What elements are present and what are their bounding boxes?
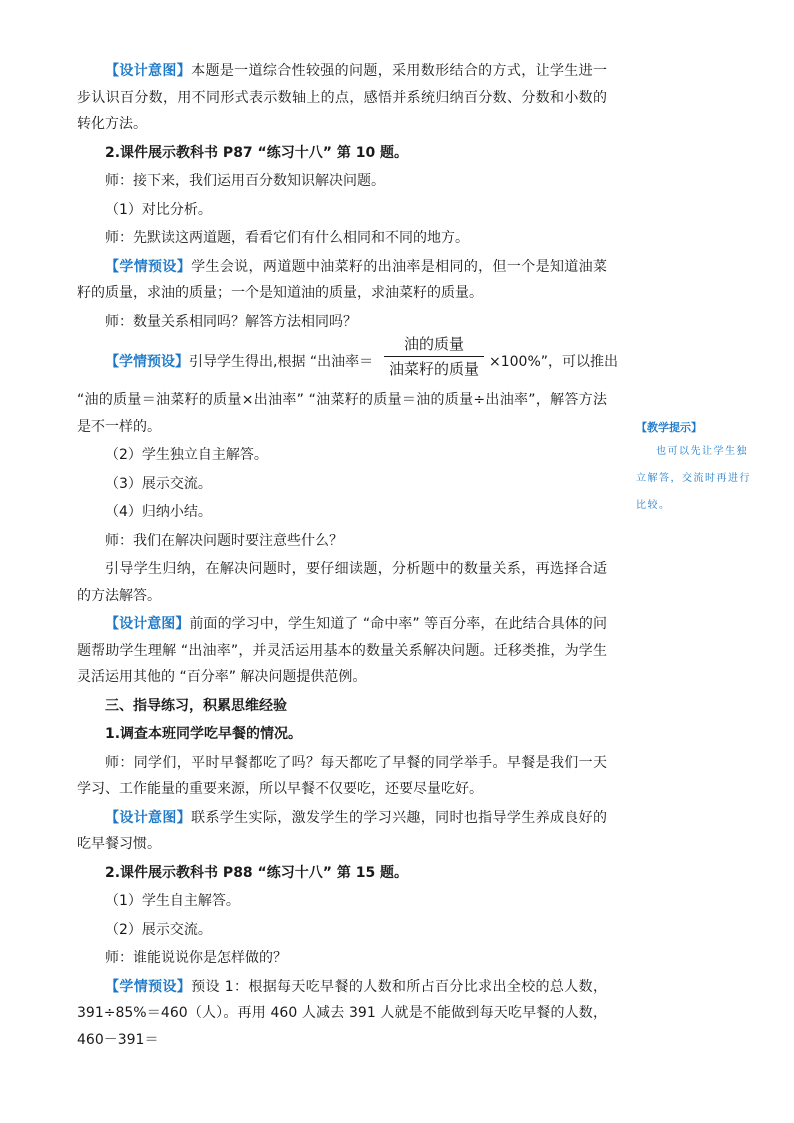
teaching-tip-sidebar xyxy=(636,418,756,519)
teacher-line: 师：先默读这两道题，看看它们有什么相同和不同的地方。 xyxy=(105,230,469,246)
teaching-tip-text: 也可以先让学生独立解答，交流时再进行比较。 xyxy=(636,446,751,511)
design-intent-paragraph xyxy=(77,611,607,691)
paragraph-text: 预设 1：根据每天吃早餐的人数和所占百分比求出全校的总人数，391÷85%＝460（人）。再用 460 人减去 391 人就是不能做到每天吃早餐的人数，460－391＝ xyxy=(77,978,608,1048)
fraction-denominator: 油菜籽的质量 xyxy=(388,360,479,378)
step-item: （2）展示交流。 xyxy=(105,921,212,938)
teacher-line: 师：接下来，我们运用百分数知识解决问题。 xyxy=(105,173,385,189)
preview-paragraph xyxy=(77,974,607,1054)
teacher-line: 师：谁能说说你是怎样做的？ xyxy=(105,950,287,966)
formula-text-left: 引导学生得出,根据 “出油率＝ xyxy=(189,354,374,370)
step-item: （1）对比分析。 xyxy=(105,201,212,218)
guidance-paragraph: 引导学生归纳，在解决问题时，要仔细读题，分析题中的数量关系，再选择合适的方法解答。 xyxy=(77,561,607,604)
formula-text-right: ×100%”，可以推出 xyxy=(489,354,619,370)
preview-tag: 【学情预设】 xyxy=(105,354,189,370)
teacher-line: 师：同学们，平时早餐都吃了吗？每天都吃了早餐的同学举手。早餐是我们一天学习、工作能量的重要来源，所以早餐不仅要吃，还要尽量吃好。 xyxy=(77,754,607,797)
exercise-heading: 2.课件展示教科书 P87 “练习十八” 第 10 题。 xyxy=(105,144,409,161)
paragraph-text: 联系学生实际，激发学生的学习兴趣，同时也指导学生养成良好的吃早餐习惯。 xyxy=(77,809,608,852)
exercise-heading: 1.调查本班同学吃早餐的情况。 xyxy=(105,726,303,742)
fraction-bar xyxy=(384,356,484,357)
fraction-numerator: 油的质量 xyxy=(403,335,464,353)
formula-left xyxy=(105,351,373,371)
paragraph-text: 前面的学习中，学生知道了 “命中率” 等百分率，在此结合具体的问题帮助学生理解 “出油率”，并灵活运用基本的数量关系解决问题。迁移类推，为学生灵活运用其他的 “百分率” 解决问题提供范例。 xyxy=(77,616,608,685)
design-intent-tag: 【设计意图】 xyxy=(105,616,190,632)
paragraph-text: 本题是一道综合性较强的问题，采用数形结合的方式，让学生进一步认识百分数，用不同形式表示数轴上的点，感悟并系统归纳百分数、分数和小数的转化方法。 xyxy=(77,63,608,132)
preview-tag: 【学情预设】 xyxy=(105,258,192,275)
design-intent-paragraph xyxy=(77,58,607,138)
paragraph-text: 学生会说，两道题中油菜籽的出油率是相同的，但一个是知道油菜籽的质量，求油的质量；一个是知道油的质量，求油菜籽的质量。 xyxy=(77,258,608,301)
step-item: （3）展示交流。 xyxy=(105,475,212,492)
design-intent-tag: 【设计意图】 xyxy=(105,809,192,826)
preview-tag: 【学情预设】 xyxy=(105,978,192,995)
teaching-tip-title: 【教学提示】 xyxy=(636,421,702,434)
step-item: （4）归纳小结。 xyxy=(105,504,212,520)
section-heading: 三、指导练习，积累思维经验 xyxy=(105,697,287,714)
step-item: （1）学生自主解答。 xyxy=(105,893,240,909)
main-content xyxy=(77,58,619,1053)
formula-line xyxy=(77,335,619,385)
design-intent-paragraph xyxy=(77,805,607,858)
preview-paragraph xyxy=(77,254,607,307)
step-item: （2）学生独立自主解答。 xyxy=(105,447,268,463)
design-intent-tag: 【设计意图】 xyxy=(105,63,192,79)
exercise-heading: 2.课件展示教科书 P88 “练习十八” 第 15 题。 xyxy=(105,864,409,881)
oil-rate-fraction xyxy=(384,333,484,380)
formula-continuation: “油的质量＝油菜籽的质量×出油率” “油菜籽的质量＝油的质量÷出油率”，解答方法是不一样的。 xyxy=(77,392,607,435)
teacher-line: 师：我们在解决问题时要注意些什么？ xyxy=(105,532,343,549)
teacher-line: 师：数量关系相同吗？解答方法相同吗？ xyxy=(105,313,357,330)
